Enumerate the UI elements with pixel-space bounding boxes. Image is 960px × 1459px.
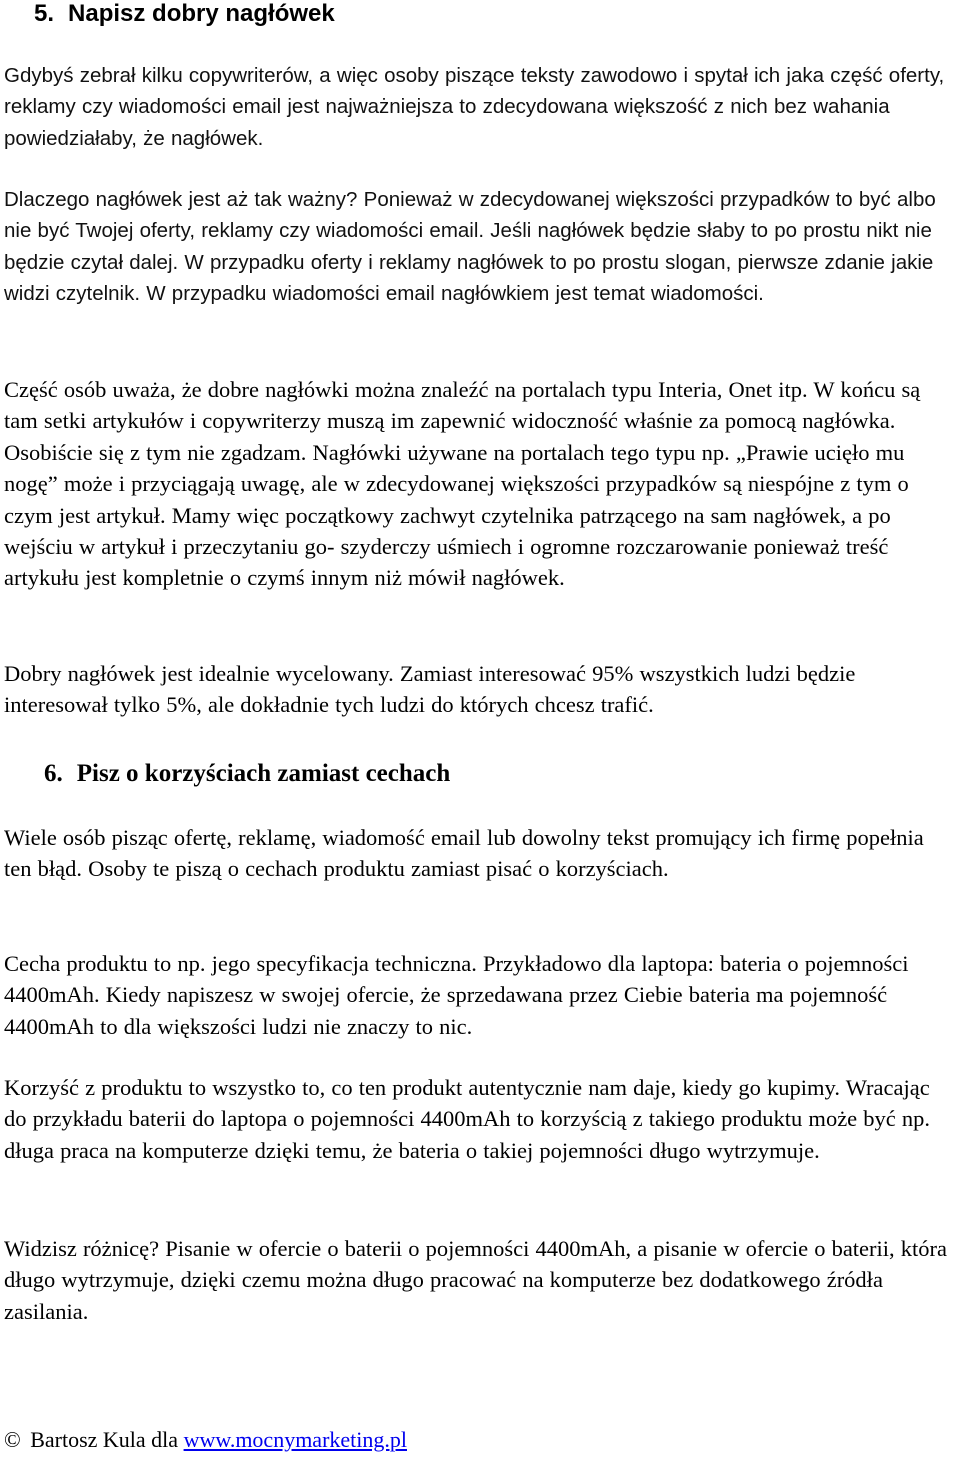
copyright-icon: © [4,1427,21,1452]
section-5-paragraph-2: Dlaczego nagłówek jest aż tak ważny? Ponieważ w zdecydowanej większości przypadków to być albo nie być Twojej oferty, reklamy czy wiadomości email. Jeśli nagłówek będzie słaby to po prostu nikt nie będzie czytał dalej. W przypadku oferty i reklamy nagłówek to po prostu slogan, pierwsze zdanie jakie widzi czytelnik. W przypadku wiadomości email nagłówkiem jest temat wiadomości. [4,188,936,306]
section-6-title: Pisz o korzyściach zamiast cechach [76,760,451,787]
section-6-paragraph-2: Cecha produktu to np. jego specyfikacja techniczna. Przykładowo dla laptopa: bateria o pojemności 4400mAh. Kiedy napiszesz w swojej ofercie, że sprzedawana przez Ciebie bateria ma pojemność 4400mAh to dla większości ludzi nie znaczy to nic. [4,951,909,1039]
page-footer [4,1426,407,1454]
section-6-paragraph-3: Korzyść z produktu to wszystko to, co ten produkt autentycznie nam daje, kiedy go kupimy. Wracając do przykładu baterii do laptopa o pojemności 4400mAh to korzyścią z takiego produktu może być np. długa praca na komputerze dzięki temu, że bateria o takiej pojemności długo wytrzymuje. [4,1075,931,1163]
section-6-heading [44,760,450,788]
section-5-number: 5. [34,0,55,27]
footer-author: Bartosz Kula dla [30,1427,179,1452]
section-6-paragraph-1: Wiele osób pisząc ofertę, reklamę, wiadomość email lub dowolny tekst promujący ich firmę popełnia ten błąd. Osoby te piszą o cechach produktu zamiast pisać o korzyściach. [4,825,924,882]
section-5-heading [34,0,335,28]
section-5-paragraph-4: Dobry nagłówek jest idealnie wycelowany. Zamiast interesować 95% wszystkich ludzi będzie interesował tylko 5%, ale dokładnie tych ludzi do których chcesz trafić. [4,661,856,718]
footer-website-link[interactable]: www.mocnymarketing.pl [183,1427,407,1452]
section-6-paragraph-4: Widzisz różnicę? Pisanie w ofercie o baterii o pojemności 4400mAh, a pisanie w ofercie o baterii, która długo wytrzymuje, dzięki czemu można długo pracować na komputerze bez dodatkowego źródła zasilania. [4,1236,948,1324]
section-5-paragraph-1: Gdybyś zebrał kilku copywriterów, a więc osoby piszące teksty zawodowo i spytał ich jaka część oferty, reklamy czy wiadomości email jest najważniejsza to zdecydowana większość z nich bez wahania powiedziałaby, że nagłówek. [4,64,945,150]
section-5-title: Napisz dobry nagłówek [68,0,335,27]
section-6-number: 6. [44,760,63,787]
section-5-paragraph-3: Część osób uważa, że dobre nagłówki można znaleźć na portalach typu Interia, Onet itp. W końcu są tam setki artykułów i copywriterzy muszą im zapewnić widoczność właśnie za pomocą nagłówka. Osobiście się z tym nie zgadzam. Nagłówki używane na portalach tego typu np. „Prawie ucięło mu nogę” może i przyciągają uwagę, ale w zdecydowanej większości przypadków są niespójne z tym o czym jest artykuł. Mamy więc początkowy zachwyt czytelnika patrzącego na sam nagłówek, a po wejściu w artykuł i przeczytaniu go- szyderczy uśmiech i ogromne rozczarowanie ponieważ treść artykułu jest kompletnie o czymś innym niż mówił nagłówek. [4,377,921,591]
